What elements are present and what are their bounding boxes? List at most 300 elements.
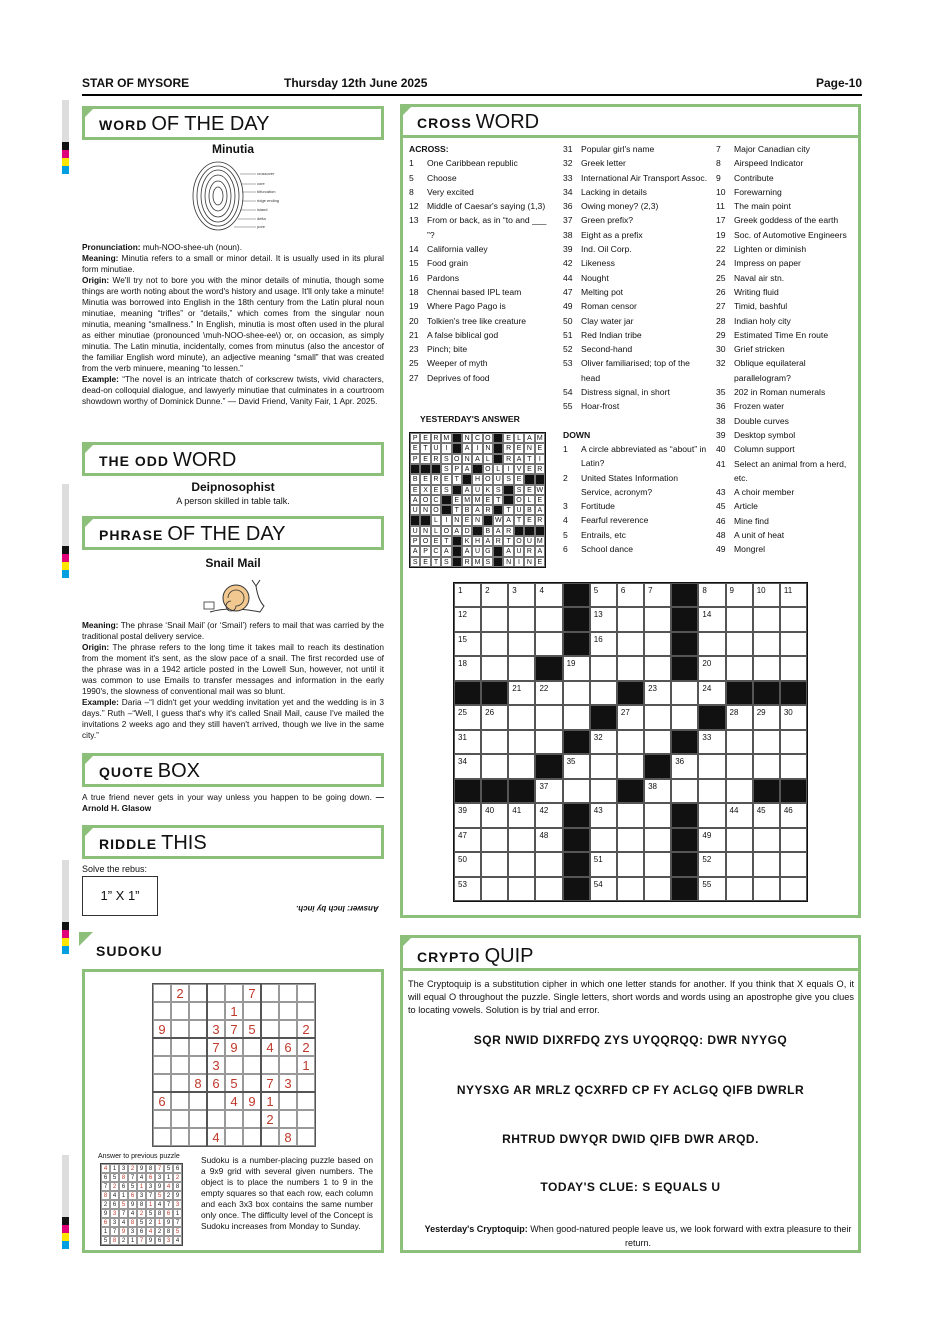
crossword-cell[interactable] [644, 656, 671, 680]
sudoku-cell[interactable] [279, 1002, 297, 1020]
crossword-cell[interactable] [698, 877, 725, 901]
previous-sudoku-cell: 9 [128, 1200, 137, 1209]
sudoku-cell[interactable] [189, 1056, 207, 1074]
sudoku-cell: 1 [261, 1092, 279, 1110]
crossword-cell[interactable] [481, 632, 508, 656]
crossword-cell[interactable] [508, 828, 535, 852]
sudoku-cell[interactable] [189, 1002, 207, 1020]
sudoku-cell[interactable] [297, 1110, 315, 1128]
crossword-cell[interactable] [780, 754, 807, 778]
sudoku-cell[interactable] [189, 1020, 207, 1038]
sudoku-cell[interactable] [243, 1128, 261, 1146]
yesterday-cell: L [483, 454, 493, 464]
crossword-cell[interactable] [671, 705, 698, 729]
crossword-cell[interactable] [481, 877, 508, 901]
crossword-cell[interactable] [698, 803, 725, 827]
sudoku-cell[interactable] [153, 1002, 171, 1020]
cell-number: 50 [458, 855, 467, 865]
crossword-cell[interactable] [454, 632, 481, 656]
sudoku-cell: 1 [225, 1002, 243, 1020]
sudoku-cell[interactable] [243, 1074, 261, 1092]
crossword-cell[interactable] [535, 828, 562, 852]
sudoku-cell[interactable] [279, 1056, 297, 1074]
sudoku-cell[interactable] [153, 1074, 171, 1092]
sudoku-cell[interactable] [297, 984, 315, 1002]
yesterday-cell [493, 557, 503, 567]
yesterday-cell: R [535, 464, 545, 474]
crossword-cell[interactable] [753, 632, 780, 656]
crossword-cell[interactable] [780, 730, 807, 754]
yesterday-cell: P [410, 433, 420, 443]
crossword-cell[interactable] [508, 705, 535, 729]
crossword-cell[interactable] [753, 877, 780, 901]
crossword-cell[interactable] [535, 730, 562, 754]
crossword-cell[interactable] [454, 852, 481, 876]
crossword-cell[interactable] [508, 803, 535, 827]
clue-text: Entrails, etc [581, 529, 626, 540]
clue [563, 342, 708, 356]
cell-number: 30 [783, 708, 793, 718]
sudoku-cell[interactable] [189, 984, 207, 1002]
crossword-cell[interactable] [644, 877, 671, 901]
crossword-cell[interactable] [698, 779, 725, 803]
crossword-cell[interactable] [617, 852, 644, 876]
crossword-cell[interactable] [644, 803, 671, 827]
previous-sudoku-cell: 1 [164, 1173, 173, 1182]
crossword-cell[interactable] [454, 754, 481, 778]
sudoku-cell[interactable] [261, 1128, 279, 1146]
crossword-cell[interactable] [698, 632, 725, 656]
crossword-cell[interactable] [563, 705, 590, 729]
crossword-cell[interactable] [535, 779, 562, 803]
cell-number: 41 [512, 806, 522, 816]
crossword-cell[interactable] [535, 803, 562, 827]
clue-text: A unit of heat [734, 530, 785, 541]
sudoku-cell[interactable] [153, 1056, 171, 1074]
crossword-cell[interactable] [644, 607, 671, 631]
crossword-cell[interactable] [590, 828, 617, 852]
crossword-cell[interactable] [454, 656, 481, 680]
crossword-cell[interactable] [753, 730, 780, 754]
sudoku-cell[interactable] [225, 984, 243, 1002]
crossword-cell[interactable] [617, 828, 644, 852]
crossword-cell[interactable] [535, 877, 562, 901]
crossword-cell[interactable] [644, 632, 671, 656]
sudoku-cell[interactable] [279, 1092, 297, 1110]
previous-sudoku-cell: 9 [155, 1182, 164, 1191]
clue-text: California valley [427, 244, 488, 255]
crossword-cell[interactable] [508, 681, 535, 705]
yesterday-cell: I [472, 443, 482, 453]
odd-word-title: THE ODD WORD [82, 442, 384, 476]
yesterday-cell: T [503, 536, 513, 546]
crossword-cell[interactable] [726, 730, 753, 754]
cell-number: 42 [539, 806, 549, 816]
across-label: ACROSS: [409, 144, 449, 154]
clue-number: 19 [409, 301, 419, 312]
clue-text: The main point [734, 201, 791, 212]
crossword-cell[interactable] [535, 705, 562, 729]
clue-text: Desktop symbol [734, 429, 796, 440]
crossword-cell[interactable] [454, 607, 481, 631]
crossword-cell[interactable] [617, 656, 644, 680]
cell-number: 53 [458, 879, 467, 889]
clue-text: Article [734, 501, 758, 512]
clue-number: 49 [563, 301, 573, 312]
sudoku-cell[interactable] [171, 1092, 189, 1110]
yesterday-cell: O [452, 454, 462, 464]
sudoku-cell[interactable] [171, 1002, 189, 1020]
cell-number: 29 [756, 708, 766, 718]
clue [563, 171, 708, 185]
crossword-cell[interactable] [481, 705, 508, 729]
clue-text: Mongrel [734, 544, 766, 555]
yesterday-cell: E [503, 433, 513, 443]
yesterday-cell: S [493, 485, 503, 495]
crossword-cell[interactable] [780, 852, 807, 876]
sudoku-cell[interactable] [171, 1056, 189, 1074]
yesterday-cell [452, 536, 462, 546]
sudoku-cell[interactable] [243, 1038, 261, 1056]
previous-sudoku-cell: 6 [137, 1227, 146, 1236]
sudoku-cell[interactable] [297, 1002, 315, 1020]
yesterday-cell [431, 464, 441, 474]
crossword-cell[interactable] [454, 803, 481, 827]
crossword-cell[interactable] [535, 681, 562, 705]
crossword-cell[interactable] [644, 828, 671, 852]
crossword-cell[interactable] [590, 754, 617, 778]
cell-number: 12 [458, 610, 467, 620]
sudoku-cell[interactable] [207, 984, 225, 1002]
crossword-cell[interactable] [644, 705, 671, 729]
previous-sudoku-cell: 3 [146, 1182, 155, 1191]
clue-text: Greek letter [581, 158, 626, 169]
previous-sudoku-cell: 4 [119, 1218, 128, 1227]
crossword-cell[interactable] [726, 705, 753, 729]
crossword-cell[interactable] [563, 681, 590, 705]
crossword-cell[interactable] [535, 607, 562, 631]
crossword-cell[interactable] [726, 852, 753, 876]
previous-sudoku-cell: 7 [128, 1173, 137, 1182]
crossword-cell [563, 852, 590, 876]
crossword-cell[interactable] [590, 803, 617, 827]
crossword-cell[interactable] [780, 632, 807, 656]
yesterday-cell: R [503, 526, 513, 536]
clue [563, 528, 708, 542]
sudoku-cell[interactable] [297, 1128, 315, 1146]
crossword-cell[interactable] [563, 656, 590, 680]
crossword-cell[interactable] [644, 779, 671, 803]
crossword-cell[interactable] [644, 730, 671, 754]
crossword-cell[interactable] [590, 607, 617, 631]
previous-sudoku-cell: 6 [146, 1173, 155, 1182]
yesterday-cell: I [514, 557, 524, 567]
crossword-cell[interactable] [481, 730, 508, 754]
sudoku-cell[interactable] [243, 1002, 261, 1020]
sudoku-cell[interactable] [243, 1110, 261, 1128]
previous-sudoku-cell: 1 [128, 1236, 137, 1245]
previous-sudoku-cell: 3 [128, 1227, 137, 1236]
clue [716, 199, 856, 213]
sudoku-cell[interactable] [153, 1038, 171, 1056]
crossword-cell[interactable] [780, 656, 807, 680]
clue-number: 31 [563, 144, 573, 154]
crossword-cell[interactable] [563, 779, 590, 803]
crossword-cell[interactable] [780, 803, 807, 827]
clue-number: 55 [563, 401, 573, 412]
sudoku-cell[interactable] [189, 1128, 207, 1146]
crossword-cell [671, 730, 698, 754]
clue-text: Red Indian tribe [581, 329, 642, 340]
crossword-cell [481, 681, 508, 705]
crossword-cell[interactable] [780, 828, 807, 852]
sudoku-cell: 7 [243, 984, 261, 1002]
crossword-cell[interactable] [698, 754, 725, 778]
clue [716, 256, 856, 270]
crossword-cell[interactable] [617, 705, 644, 729]
crossword-cell[interactable] [698, 607, 725, 631]
sudoku-cell: 8 [189, 1074, 207, 1092]
previous-sudoku-cell: 8 [101, 1191, 110, 1200]
crossword-cell[interactable] [535, 583, 562, 607]
crossword-cell[interactable] [753, 828, 780, 852]
yesterday-cell: E [535, 443, 545, 453]
sudoku-cell[interactable] [297, 1092, 315, 1110]
crossword-cell[interactable] [617, 877, 644, 901]
previous-sudoku-cell: 8 [137, 1200, 146, 1209]
crossword-cell[interactable] [644, 852, 671, 876]
crossword-cell[interactable] [617, 583, 644, 607]
sudoku-cell[interactable] [153, 1128, 171, 1146]
crossword-cell[interactable] [698, 852, 725, 876]
crossword-cell[interactable] [508, 852, 535, 876]
crossword-cell[interactable] [644, 583, 671, 607]
yesterday-cell: B [483, 526, 493, 536]
sudoku-cell[interactable] [207, 1110, 225, 1128]
clue [409, 342, 554, 356]
crossword-cell[interactable] [780, 583, 807, 607]
crossword-cell[interactable] [508, 730, 535, 754]
previous-sudoku-cell: 4 [173, 1236, 182, 1245]
crossword-cell[interactable] [481, 656, 508, 680]
clue-text: School dance [581, 544, 634, 555]
crossword-cell[interactable] [671, 754, 698, 778]
cryptoquip-intro: The Cryptoquip is a substitution cipher in which one letter stands for another. If you think that X equals O, it will equal O throughout the puzzle. Single letters, short words and words using an apostrophe give you clues to locating vowels. Solution is by trial and error. [408, 979, 854, 1015]
crossword-cell[interactable] [535, 632, 562, 656]
crossword-cell[interactable] [535, 852, 562, 876]
crossword-cell[interactable] [726, 754, 753, 778]
yesterday-cell: I [535, 454, 545, 464]
previous-sudoku-cell: 8 [173, 1182, 182, 1191]
crossword-cell[interactable] [590, 730, 617, 754]
sudoku-cell[interactable] [171, 1128, 189, 1146]
crossword-cell[interactable] [780, 877, 807, 901]
crossword-cell[interactable] [753, 656, 780, 680]
sudoku-cell[interactable] [225, 1056, 243, 1074]
clue [563, 442, 708, 471]
crossword-cell[interactable] [780, 705, 807, 729]
yesterday-cell: N [524, 443, 534, 453]
sudoku-cell[interactable] [261, 1056, 279, 1074]
crossword-cell[interactable] [481, 583, 508, 607]
sudoku-cell[interactable] [225, 1110, 243, 1128]
clue [716, 342, 856, 356]
clue-number: 51 [563, 329, 573, 340]
crossword-cell[interactable] [454, 583, 481, 607]
sudoku-cell[interactable] [189, 1092, 207, 1110]
clue-text: Melting pot [581, 286, 624, 297]
sudoku-cell[interactable] [297, 1074, 315, 1092]
sudoku-cell[interactable] [207, 1002, 225, 1020]
previous-sudoku-cell: 2 [173, 1173, 182, 1182]
crossword-cell[interactable] [508, 656, 535, 680]
crossword-cell [563, 877, 590, 901]
sudoku-cell[interactable] [261, 984, 279, 1002]
odd-word: Deipnosophist [191, 480, 275, 494]
crossword-cell[interactable] [617, 632, 644, 656]
crossword-cell[interactable] [726, 779, 753, 803]
sudoku-cell[interactable] [153, 1110, 171, 1128]
sudoku-cell[interactable] [189, 1038, 207, 1056]
crossword-cell[interactable] [726, 828, 753, 852]
crossword-cell[interactable] [671, 779, 698, 803]
clue-number: 41 [716, 458, 726, 469]
crossword-cell[interactable] [508, 877, 535, 901]
clue-text: Hoar-frost [581, 401, 620, 412]
yesterday-cell: U [472, 485, 482, 495]
clue-number: 49 [716, 544, 726, 555]
crossword-cell[interactable] [590, 877, 617, 901]
yesterday-cell: A [462, 546, 472, 556]
sudoku-cell[interactable] [279, 1110, 297, 1128]
clue-text: Very excited [427, 186, 474, 197]
sudoku-cell[interactable] [261, 1020, 279, 1038]
crossword-cell[interactable] [698, 681, 725, 705]
crossword-cell[interactable] [726, 803, 753, 827]
crossword-cell[interactable] [481, 754, 508, 778]
sudoku-cell[interactable] [261, 1002, 279, 1020]
crossword-cell[interactable] [617, 607, 644, 631]
crossword-cell[interactable] [698, 730, 725, 754]
sudoku-cell[interactable] [279, 984, 297, 1002]
crossword-cell[interactable] [753, 803, 780, 827]
crossword-cell[interactable] [726, 607, 753, 631]
sudoku-cell[interactable] [243, 1056, 261, 1074]
clue-number: 27 [409, 372, 419, 383]
crossword-cell[interactable] [617, 754, 644, 778]
crossword-cell[interactable] [726, 877, 753, 901]
crossword-cell[interactable] [753, 852, 780, 876]
sudoku-cell[interactable] [171, 1074, 189, 1092]
sudoku-cell[interactable] [171, 1020, 189, 1038]
crossword-cell[interactable] [590, 583, 617, 607]
clue-number: 10 [716, 186, 726, 197]
yesterday-cell [410, 515, 420, 525]
crossword-cell[interactable] [590, 681, 617, 705]
yesterday-cell: E [441, 474, 451, 484]
crossword-cell[interactable] [508, 754, 535, 778]
sudoku-cell[interactable] [225, 1128, 243, 1146]
clue [409, 156, 554, 170]
crossword-cell[interactable] [590, 852, 617, 876]
crossword-cell[interactable] [590, 632, 617, 656]
clue [716, 213, 856, 227]
clue-text: Grief stricken [734, 344, 785, 355]
crossword-cell[interactable] [590, 779, 617, 803]
cell-number: 38 [648, 781, 657, 791]
crossword-cell[interactable] [753, 607, 780, 631]
crossword-cell[interactable] [590, 656, 617, 680]
crossword-cell[interactable] [481, 803, 508, 827]
yesterday-cell: M [535, 536, 545, 546]
clue-number: 8 [716, 158, 721, 169]
riddle-prompt: Solve the rebus: [82, 864, 148, 874]
sudoku-cell[interactable] [189, 1110, 207, 1128]
crossword-cell[interactable] [454, 877, 481, 901]
crossword-cell[interactable] [508, 583, 535, 607]
clue-text: Choose [427, 172, 457, 183]
yesterday-cell [452, 557, 462, 567]
crossword-cell[interactable] [481, 828, 508, 852]
clue-number: 53 [563, 358, 573, 369]
previous-sudoku-cell: 3 [155, 1173, 164, 1182]
previous-sudoku-cell: 2 [119, 1236, 128, 1245]
clue [716, 156, 856, 170]
crossword-cell[interactable] [698, 656, 725, 680]
cryptoquip-line-2: NYYSXG AR MRLZ QCXRFD CP FY ACLGQ QIFB DWRLR [456, 1083, 805, 1097]
previous-sudoku-cell: 9 [101, 1209, 110, 1218]
clue-number: 1 [409, 158, 414, 169]
sudoku-cell[interactable] [153, 984, 171, 1002]
sudoku-cell[interactable] [171, 1038, 189, 1056]
crossword-cell[interactable] [508, 607, 535, 631]
crossword-cell[interactable] [454, 730, 481, 754]
crossword-cell[interactable] [617, 803, 644, 827]
crossword-cell[interactable] [726, 632, 753, 656]
crossword-cell[interactable] [508, 632, 535, 656]
clue-number: 15 [409, 258, 419, 269]
crossword-cell[interactable] [698, 828, 725, 852]
sudoku-cell[interactable] [171, 1110, 189, 1128]
crossword-cell[interactable] [753, 754, 780, 778]
sudoku-cell[interactable] [279, 1020, 297, 1038]
crossword-cell[interactable] [753, 705, 780, 729]
crossword-cell[interactable] [617, 730, 644, 754]
crossword-cell[interactable] [481, 852, 508, 876]
sudoku-cell: 5 [243, 1020, 261, 1038]
yesterday-cell: A [524, 433, 534, 443]
clue [409, 371, 554, 385]
crossword-cell[interactable] [563, 754, 590, 778]
crossword-cell[interactable] [698, 583, 725, 607]
previous-sudoku-cell: 3 [137, 1191, 146, 1200]
crossword-cell[interactable] [726, 656, 753, 680]
fig-label: pore [257, 224, 266, 229]
crossword-cell[interactable] [454, 828, 481, 852]
crossword-cell[interactable] [454, 705, 481, 729]
yesterday-cell: C [431, 546, 441, 556]
sudoku-cell[interactable] [207, 1092, 225, 1110]
yesterday-cell: P [410, 454, 420, 464]
crossword-cell[interactable] [644, 681, 671, 705]
crossword-cell[interactable] [780, 607, 807, 631]
yesterday-cell: T [452, 474, 462, 484]
crossword-cell[interactable] [753, 583, 780, 607]
crossword-cell[interactable] [481, 607, 508, 631]
crossword-cell[interactable] [726, 583, 753, 607]
crossword-cell[interactable] [671, 681, 698, 705]
yesterday-cell: O [483, 474, 493, 484]
